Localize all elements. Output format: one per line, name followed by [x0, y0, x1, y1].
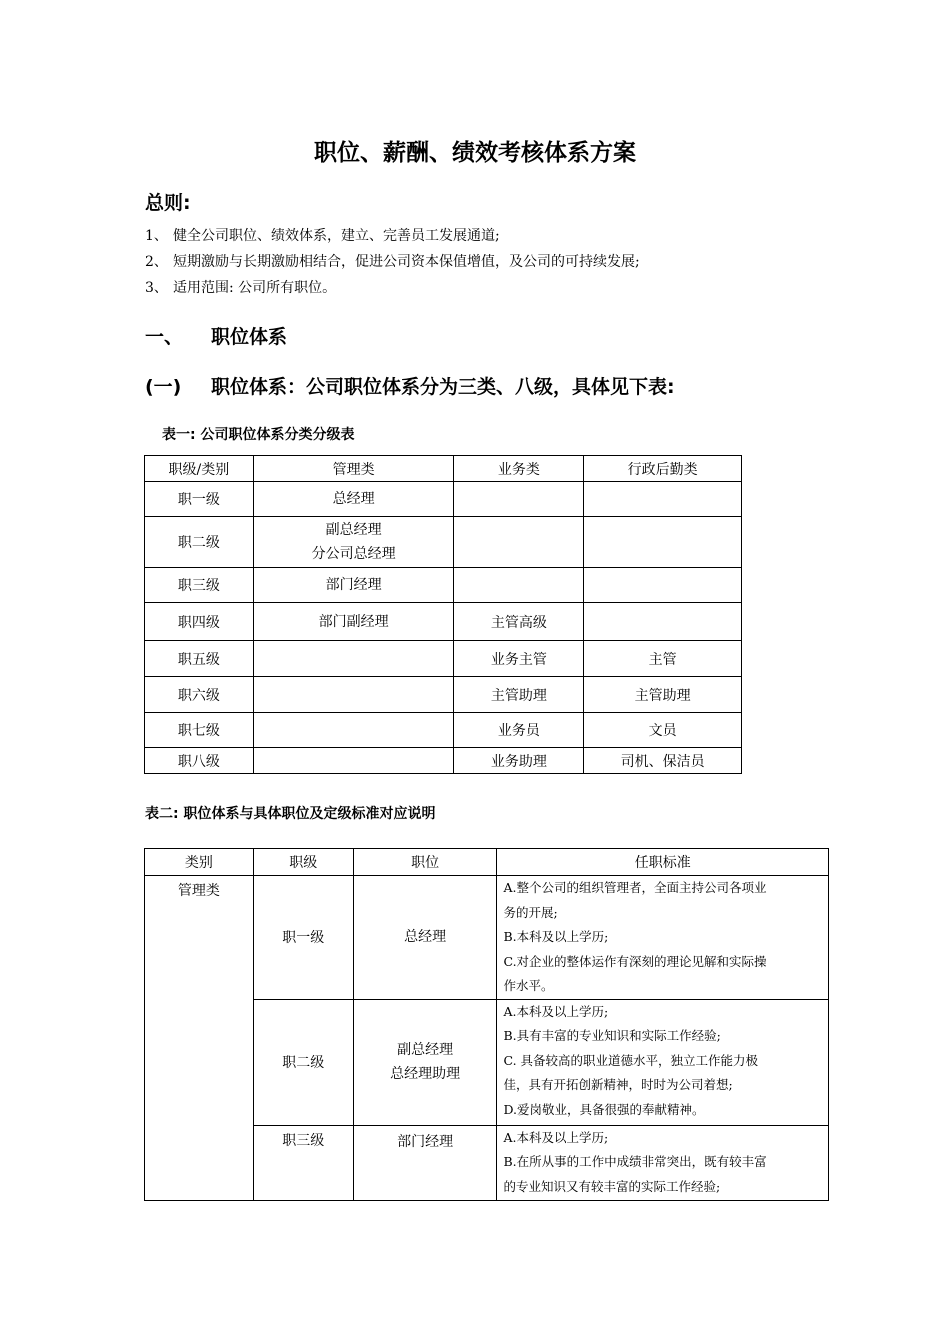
table-row: [145, 603, 742, 641]
level-cell: 职二级: [145, 517, 254, 568]
management-cell: [253, 713, 454, 748]
level-cell: 职八级: [145, 748, 254, 774]
section-number: (一): [145, 376, 182, 398]
table-row: [145, 641, 742, 677]
table-row: [145, 876, 829, 1000]
level-cell: 职一级: [253, 876, 353, 1000]
level-cell: 职六级: [145, 677, 254, 713]
rule-text: 短期激励与长期激励相结合，促进公司资本保值增值，及公司的可持续发展;: [173, 254, 640, 270]
table-row: [145, 482, 742, 517]
management-cell: [253, 748, 454, 774]
level-cell: 职四级: [145, 603, 254, 641]
table-row: [145, 713, 742, 748]
admin-cell: [584, 517, 742, 568]
header-cell: 类别: [145, 849, 254, 876]
header-cell: 行政后勤类: [584, 456, 742, 482]
general-rules-list: [145, 227, 640, 305]
admin-cell: [584, 603, 742, 641]
table-header-row: [145, 849, 829, 876]
rule-item: [145, 227, 640, 253]
rule-item: [145, 279, 640, 305]
position-standards-table: [144, 848, 829, 1201]
level-cell: 职二级: [253, 999, 353, 1125]
category-cell: 管理类: [145, 876, 254, 1201]
table2-caption: 表二: 职位体系与具体职位及定级标准对应说明: [145, 806, 436, 822]
header-cell: 任职标准: [497, 849, 829, 876]
business-cell: 业务助理: [454, 748, 584, 774]
header-cell: 业务类: [454, 456, 584, 482]
admin-cell: 主管: [584, 641, 742, 677]
rule-number: 1、: [145, 228, 168, 244]
management-cell: [253, 641, 454, 677]
header-cell: 职级/类别: [145, 456, 254, 482]
management-cell: [253, 677, 454, 713]
table-header-row: [145, 456, 742, 482]
management-cell: 部门经理: [253, 568, 454, 603]
management-cell: 部门副经理: [253, 603, 454, 641]
business-cell: 业务员: [454, 713, 584, 748]
rule-text: 健全公司职位、绩效体系，建立、完善员工发展通道;: [173, 228, 500, 244]
rule-number: 3、: [145, 280, 168, 296]
table-row: [145, 568, 742, 603]
rule-number: 2、: [145, 254, 168, 270]
business-cell: 主管助理: [454, 677, 584, 713]
business-cell: 主管高级: [454, 603, 584, 641]
standards-cell: A.本科及以上学历; B.在所从事的工作中成绩非常突出，既有较丰富 的专业知识又有较丰富的实际工作经验;: [497, 1125, 829, 1200]
table-row: [145, 677, 742, 713]
level-cell: 职一级: [145, 482, 254, 517]
management-cell: 总经理: [253, 482, 454, 517]
standards-cell: A.本科及以上学历; B.具有丰富的专业知识和实际工作经验; C. 具备较高的职业道德水平，独立工作能力极 佳，具有开拓创新精神，时时为公司着想; D.爱岗敬业，具备很强的奉献精神。: [497, 999, 829, 1125]
business-cell: [454, 517, 584, 568]
level-cell: 职七级: [145, 713, 254, 748]
business-cell: [454, 482, 584, 517]
page-title: 职位、薪酬、绩效考核体系方案: [314, 140, 636, 166]
level-cell: 职五级: [145, 641, 254, 677]
chapter-title: 职位体系: [211, 326, 288, 348]
table-row: [145, 748, 742, 774]
level-cell: 职三级: [145, 568, 254, 603]
header-cell: 职级: [253, 849, 353, 876]
section-title: 职位体系：公司职位体系分为三类、八级，具体见下表:: [211, 376, 675, 398]
position-cell: 总经理: [353, 876, 497, 1000]
table-row: [145, 517, 742, 568]
management-cell: 副总经理 分公司总经理: [253, 517, 454, 568]
rule-item: [145, 253, 640, 279]
position-cell: 副总经理 总经理助理: [353, 999, 497, 1125]
admin-cell: 文员: [584, 713, 742, 748]
position-cell: 部门经理: [353, 1125, 497, 1200]
admin-cell: [584, 482, 742, 517]
section-heading: [145, 372, 675, 399]
chapter-heading: [145, 322, 287, 349]
admin-cell: 主管助理: [584, 677, 742, 713]
business-cell: 业务主管: [454, 641, 584, 677]
rule-text: 适用范围: 公司所有职位。: [173, 280, 337, 296]
admin-cell: 司机、保洁员: [584, 748, 742, 774]
level-cell: 职三级: [253, 1125, 353, 1200]
admin-cell: [584, 568, 742, 603]
chapter-number: 一、: [145, 326, 184, 348]
header-cell: 职位: [353, 849, 497, 876]
standards-cell: A.整个公司的组织管理者，全面主持公司各项业 务的开展; B.本科及以上学历; C.对企业的整体运作有深刻的理论见解和实际操 作水平。: [497, 876, 829, 1000]
business-cell: [454, 568, 584, 603]
table1-caption: 表一: 公司职位体系分类分级表: [162, 427, 355, 443]
general-heading: 总则:: [145, 192, 191, 214]
position-level-table: [144, 455, 742, 774]
header-cell: 管理类: [253, 456, 454, 482]
